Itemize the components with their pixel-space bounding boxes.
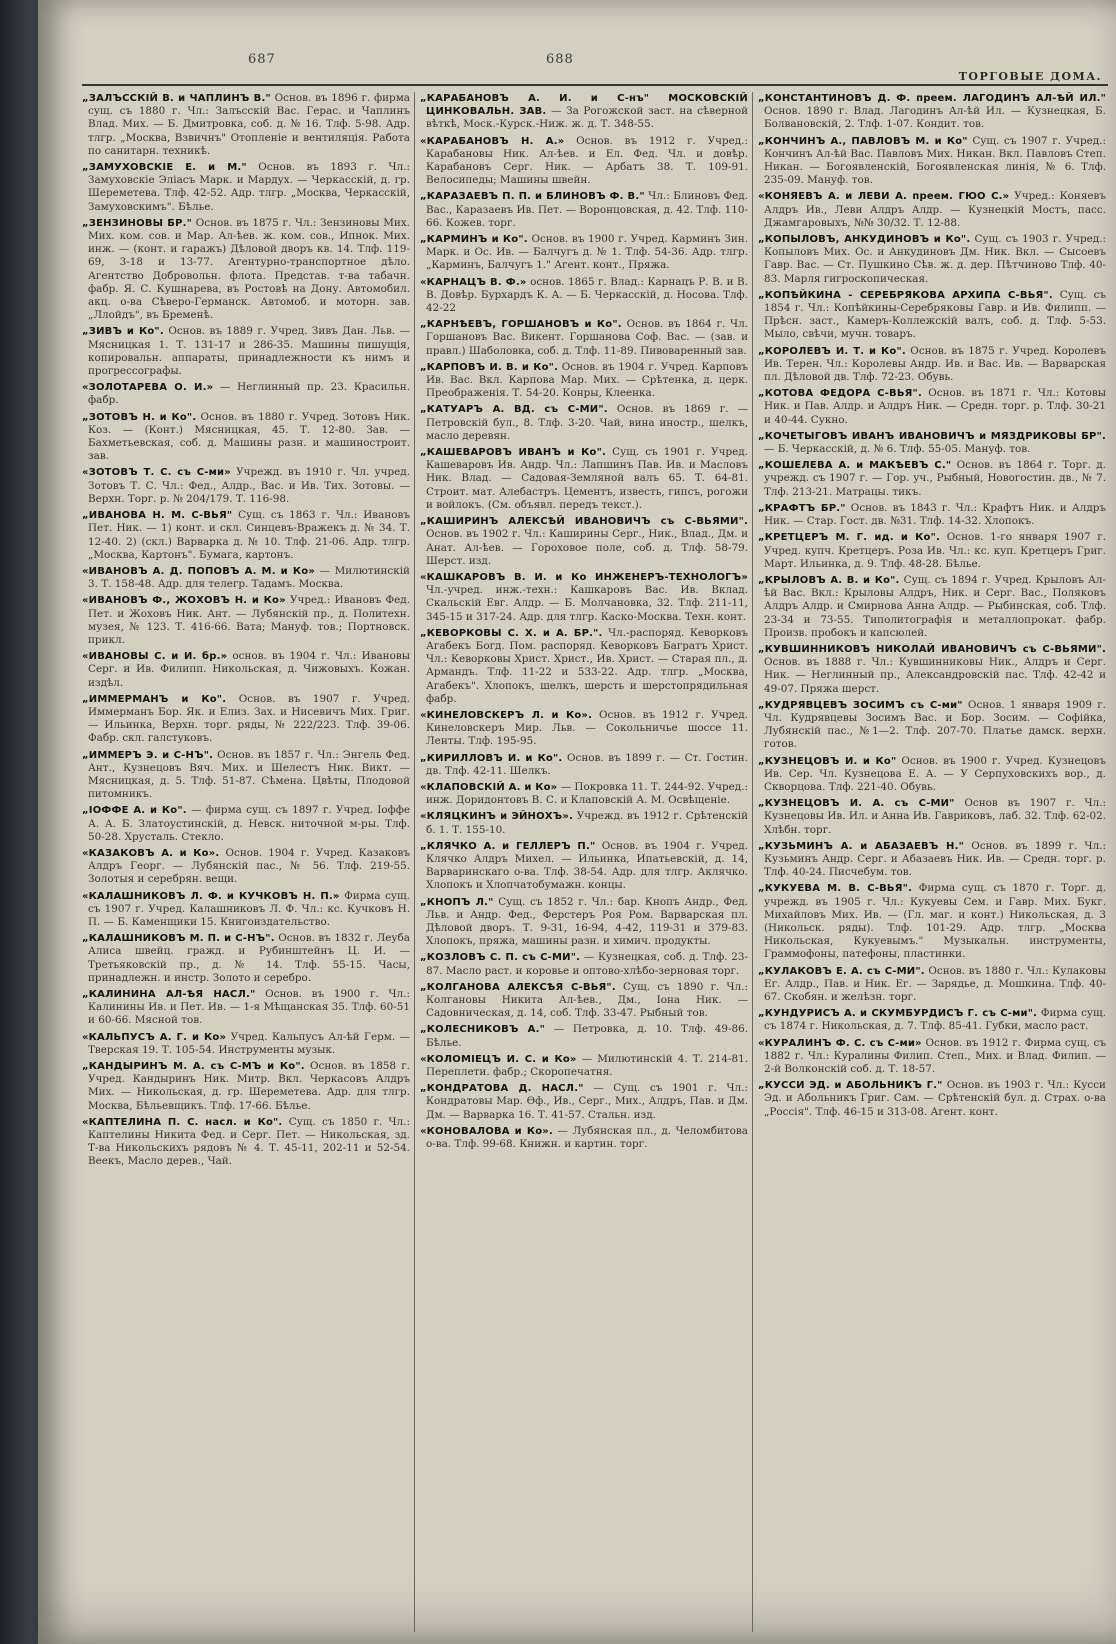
entry-details: Сущ. съ 1903 г. Учред.: Копыловъ Мих. Ос. и Анкудиновъ Дм. Ник. Вкл. — Сысоевъ Гавр. Вас. — Ст. Пушкино Сѣв. ж. д. дер. Пѣтчиново Тлф. 40-83. Марля гигроскопическая. [764,233,1106,285]
directory-entry [82,890,410,930]
directory-entry [420,318,748,358]
entry-name: „КУДРЯВЦЕВЪ ЗОСИМЪ съ С-ми" [758,699,963,711]
entry-name: „КУНДУРИСЪ А. и СКУМБУРДИСЪ Г. съ С-ми". [758,1008,1038,1020]
entry-name: „КАРНѢЕВЪ, ГОРШАНОВЪ и Ко". [420,319,622,331]
directory-entry [82,92,410,158]
entry-name: „КОЛГАНОВА АЛЕКСѢЯ С-ВЬЯ". [420,981,616,993]
directory-entry [420,1053,748,1079]
entry-details: Сущ. съ 1907 г. Учред.: Кончинъ Ал-ѣй Вас. Павловъ Мих. Никан. Вкл. Павловъ Степ. Никан. — Богоявленскій, Богоявленская линія, № 6. Тлф. 235-09. Мануф. тов. [764,134,1106,187]
entry-details: Основ. въ 1904 г. Учред. Клячко Алдръ Михел. — Ильинка, Ипатьевскій, д. 14, Варваринскаго о-ва. Тлф. 38-54. Адр. для тлгр. Аклячко. Хлопокъ и Хлопчатобумажн. концы. [426,839,748,892]
entry-details: Основ. въ 1880 г. Чл.: Кулаковы Ег. Алдр., Пав. и Ник. Ег. — Зарядье, д. Мошкина. Тлф. 40-67. Скобян. и желѣзн. торг. [764,964,1106,1003]
entry-name: „ІОФФЕ А. и Ко". [82,805,187,817]
entry-details: Основ. въ 1843 г. Чл.: Крафтъ Ник. и Алдръ Ник. — Стар. Гост. дв. №31. Тлф. 14-32. Хлопокъ. [764,501,1106,528]
entry-name: «КЛЯЦКИНЪ и ЭЙНОХЪ». [420,811,573,823]
entry-name: „КОПЫЛОВЪ, АНКУДИНОВЪ и Ко". [758,234,971,246]
directory-entry [420,840,748,893]
entry-details: Основ. въ 1858 г. Учред. Кандыринъ Ник. Митр. Вкл. Черкасовъ Алдръ Мих. — Никольская, д. гр. Шереметева. Адр. для тлгр. Москва, Бѣльевщикъ. Тлф. 17-66. Бѣлье. [88,1060,410,1112]
directory-entry [82,217,410,323]
directory-entry [758,882,1106,961]
entry-details: Учрежд. въ 1910 г. Чл. учред. Зотовъ Т. С. Чл.: Фед., Алдр., Вас. и Ив. Тих. Зотовы. — Верхн. Торг. р. № 204/179. Т. 116-98. [88,466,410,505]
entry-details: — За Рогожской заст. на сѣверной вѣткѣ, Моск.-Курск.-Ниж. ж. д. Т. 348-55. [426,105,748,131]
directory-entry [758,1037,1106,1077]
directory-page [38,0,1116,1644]
entry-details: Основ. въ 1903 г. Чл.: Кусси Эд. и Абольникъ Григ. Сам. — Срѣтенскій бул. д. Страх. о-ва „Россія". Тлф. 46-15 и 313-08. Агент. конт. [764,1079,1106,1118]
entry-name: «КАЗАКОВЪ А. и Ко». [82,847,220,859]
directory-entry [758,1079,1106,1119]
entry-name: «КОНЯЕВЪ А. и ЛЕВИ А. преем. ГЮО С.» [758,191,1010,203]
entry-details: — Милютинскій 3. Т. 158-48. Адр. для телегр. Тадамъ. Москва. [88,564,410,591]
entry-details: — Лубянская пл., д. Челомбитова о-ва. Тлф. 99-68. Книжн. и картин. торг. [426,1124,748,1151]
entry-name: „ЗИВЪ и Ко". [82,326,164,338]
directory-entry [758,190,1106,230]
directory-entry [420,190,748,230]
directory-entry [758,233,1106,286]
entry-details: Основ. въ 1900 г. Учред. Карминъ Зин. Марк. и Ос. Ив. — Балчугъ д. № 1. Тлф. 54-36. Адр. тлгр. „Карминъ, Балчугъ 1." Агент. конт., Пряжа. [426,233,748,272]
directory-entry [420,1023,748,1049]
entry-name: „КУССИ ЭД. и АБОЛЬНИКЪ Г." [758,1080,943,1092]
directory-entry [758,574,1106,640]
entry-details: Основ. въ 1875 г. Чл.: Зензиновы Мих. Мих. ком. сов. и Мар. Ал-ѣев. ж. ком. сов., Ипнок. Мих. инж. — (конт. и гаражъ) Дѣловой дворъ кв. 14. Тлф. 119-69, 3-18 и 13-77. Агентурно-транспортное дѣло. Агентство Добровольн. флота. Представ. т-ва табачн. фабр. Я. С. Кушнарева, въ Ростовѣ на Дону. Автомобил. акц. о-ва Сѣверо-Германск. Автомоб. и моторн. зав. „Ллойдъ", въ Бременѣ. [88,216,410,322]
directory-entry [82,565,410,591]
directory-entry [420,233,748,273]
entry-details: — Покровка 11. Т. 244-92. Учред.: инж. Доридонтовъ В. С. и Клаповскій А. М. Освѣщеніе. [426,780,748,807]
entry-name: „КОНДРАТОВА Д. НАСЛ." [420,1083,584,1095]
entry-name: „КАРАБАНОВЪ А. И. и С-нъ" МОСКОВСКІЙ ЦИНКОВАЛЬН. ЗАВ. [420,93,748,118]
entry-name: „КАТУАРЪ А. ВД. съ С-МИ". [420,404,608,416]
directory-entry [758,1007,1106,1033]
directory-entry [420,515,748,568]
column-3 [758,92,1106,1632]
directory-entry [758,699,1106,752]
entry-name: «КИНЕЛОВСКЕРЪ Л. и Ко». [420,709,593,721]
entry-details: — Кузнецкая, соб. д. Тлф. 23-87. Масло раст. и коровье и оптово-хлѣбо-зерновая торг. [426,951,748,977]
directory-entry [758,965,1106,1005]
entry-name: „КОНСТАНТИНОВЪ Д. Ф. преем. ЛАГОДИНЪ АЛ-ѢЙ ИЛ." [758,93,1106,104]
entry-details: Основ. 1 января 1909 г. Чл. Кудрявцевы Зосимъ Вас. и Бор. Зосим. — Софійка, Лубянскій пас., №1—2. Тлф. 207-70. Платье дамск. верхн. готов. [764,698,1106,751]
directory-entry [758,92,1106,132]
entry-details: Основ. въ 1880 г. Учред. Зотовъ Ник. Коз. — (Конт.) Мясницкая, 45. Т. 12-80. Зав. — Бахметьевская, соб. д. Машины разн. и машиностроит. зав. [88,410,410,463]
directory-entry [758,289,1106,342]
entry-details: Основ. въ 1896 г. фирма сущ. съ 1880 г. Чл.: Залъсскій Вас. Герас. и Чаплинъ Влад. Мих. — Б. Дмитровка, соб. д. № 16. Тлф. 5-98. Адр. тлгр. „Москва, Взвичнъ" Отопленіе и вентиляція. Работа по санитарн. техникѣ. [88,92,410,157]
directory-entry [82,693,410,746]
directory-entry [82,804,410,844]
entry-details: Учред. Кальпусъ Ал-ѣй Герм. — Тверская 19. Т. 105-54. Инструменты музык. [88,1030,410,1056]
column-1 [82,92,410,1632]
entry-details: Основ. въ 1912 г. Учред. Кинеловскеръ Мир. Льв. — Сокольничье шоссе 11. Ленты. Тлф. 195-95. [426,708,748,748]
entry-name: «КАЛЬПУСЪ А. Г. и Ко» [82,1031,227,1043]
entry-name: „КНОПЪ Л." [420,896,494,908]
entry-details: Основ въ 1907 г. Чл.: Кузнецовы Ив. Ил. и Анна Ив. Гавриковъ, лаб. 32. Тлф. 62-02. Хлѣбн. торг. [764,797,1106,836]
entry-name: „КИРИЛЛОВЪ И. и Ко". [420,752,563,764]
entry-details: Учред.: Коняевъ Алдръ Ив., Леви Алдръ Алдр. — Кузнецкій Мостъ, пасс. Джамгаровыхъ, №№ 30/32. Т. 12-88. [764,190,1106,229]
entry-details: — Сущ. съ 1901 г. Чл.: Кондратовы Мар. Ѳф., Ив., Серг., Мих., Алдръ, Пав. и Дм. Дм. — Варварка 16. Т. 41-57. Стальн. изд. [426,1082,748,1121]
page-number-left: 687 [248,52,276,67]
entry-details: Чл.-учред. инж.-техн.: Кашкаровъ Вас. Ив. Вклад. Скальскій Евг. Алдр. — Б. Молчановка, 32. Тлф. 211-11, 345-15 и 317-24. Адр. для тлгр. Каско-Москва. Техн. конт. [426,584,748,623]
entry-details: Сущ. съ 1894 г. Учред. Крыловъ Ал-ѣй Вас. Вкл.: Крыловы Алдръ, Ник. и Серг. Вас., Поляковъ Алдръ Алдр. и Смирнова Анна Алдр. — Рыбинская, соб. Тлф. 23-34 и 73-55. Типолитографія и металлопрокат. фабр. Произв. пробокъ и капсюлей. [764,573,1106,639]
directory-entry [758,135,1106,188]
directory-entry [82,1116,410,1169]
entry-details: Основ. въ 1832 г. Леуба Алиса швейц. гражд. и Рубинштейнъ Ц. И. — Третьяковскій пр., д. № 14. Тлф. 55-15. Часы, принадлежн. и инстр. Золото и серебро. [88,932,410,984]
entry-name: „КРАФТЪ БР." [758,502,846,514]
entry-details: Основ. въ 1899 г. Чл.: Кузьминъ Андр. Серг. и Абазаевъ Ник. Ив. — Средн. торг. р. Тлф. 40-24. Писчебум. тов. [764,839,1106,879]
entry-name: „КАРПОВЪ И. В. и Ко". [420,361,559,373]
directory-entry [758,797,1106,837]
entry-name: „КОНЧИНЪ А., ПАВЛОВЪ М. и Ко" [758,135,968,147]
entry-name: „КАШЕВАРОВЪ ИВАНЪ и Ко". [420,447,607,459]
entry-name: „КОТОВА ФЕДОРА С-ВЬЯ". [758,388,922,400]
entry-name: «КАШКАРОВЪ В. И. и Ко ИНЖЕНЕРЪ-ТЕХНОЛОГЪ» [420,571,748,583]
directory-entry [758,531,1106,571]
directory-entry [82,594,410,647]
entry-details: Чл.: Блиновъ Фед. Вас., Каразаевъ Ив. Пет. — Воронцовская, д. 42. Тлф. 110-66. Кожев. торг. [426,190,748,229]
directory-entry [758,502,1106,528]
entry-details: Фирма сущ. съ 1874 г. Никольская, д. 7. Тлф. 85-41. Губки, масло раст. [764,1007,1106,1033]
directory-entry [420,1125,748,1151]
directory-entry [758,387,1106,427]
entry-name: „КУЛАКОВЪ Е. А. съ С-МИ". [758,965,925,977]
entry-name: „ИММЕРЪ Э. и С-НЪ". [82,749,214,761]
header-rule [82,84,1108,86]
entry-name: «ЗОЛОТАРЕВА О. И.» [82,382,214,394]
entry-details: Чл.-распоряд. Кеворковъ Агабекъ Богд. Пом. распоряд. Кеворковъ Багратъ Христ. Чл.: Кеворковы Христ. Христ., Ив. Христ. — Старая пл., д. Армандъ. Тлф. 11-22 и 533-22. Адр. тлгр. „Москва, Агабекъ". Хлопокъ, шелкъ, шерсть и шерстопрядильная фабр. [426,626,748,705]
entry-name: „ЗАЛЪССКІЙ В. и ЧАПЛИНЪ В." [82,93,271,104]
entry-details: Основ. 1890 г. Влад. Лагодинъ Ал-ѣй Ил. — Кузнецкая, Б. Болвановскій, 2. Тлф. 1-07. Кондит. тов. [764,105,1106,131]
entry-name: «КОНОВАЛОВА и Ко». [420,1125,553,1137]
entry-details: основ. 1865 г. Влад.: Карнацъ Р. В. и В. В. Довѣр. Бурхардъ К. А. — Б. Черкасскій, д. Носова. Тлф. 42-22 [426,275,748,315]
entry-details: Учрежд. въ 1912 г. Срѣтенскій б. 1. Т. 155-10. [426,810,748,836]
directory-entry [420,896,748,949]
entry-details: Сущ. съ 1850 г. Чл.: Каптелины Никита Фед. и Серг. Пет. — Никольская, зд. Т-ва Никольскихъ рядовъ № 4. Т. 45-11, 202-11 и 52-54. Веекъ, Масло дерев., Чай. [88,1115,410,1168]
directory-entry [420,752,748,778]
directory-entry [420,981,748,1021]
directory-entry [82,1031,410,1057]
entry-details: Основ. въ 1869 г. — Петровскій бул., 8. Тлф. 3-20. Чай, вина иностр., шелкъ, масло деревян. [426,403,748,442]
directory-entry [420,361,748,401]
entry-details: Основ. въ 1899 г. — Ст. Гостин. дв. Тлф. 42-11. Шелкъ. [426,751,748,777]
directory-entry [758,840,1106,880]
column-2 [420,92,748,1632]
entry-name: „КРЕТЦЕРЪ М. Г. ид. и Ко". [758,532,941,544]
entry-details: — Неглинный пр. 23. Красильн. фабр. [88,381,410,407]
column-divider [752,92,753,1632]
entry-details: Сущ. съ 1852 г. Чл.: бар. Кнопъ Андр., Фед. Льв. и Андр. Фед., Ферстеръ Роя Ром. Варварская пл. Дѣловой дворъ. Т. 9-31, 16-94, 4-42, 119-31 и 379-83. Хлопокъ, пряжа, машины разн. и химич. продукты. [426,895,748,948]
entry-name: «КАРНАЦЪ В. Ф.» [420,276,527,288]
directory-entry [420,92,748,132]
page-header [38,0,1116,92]
entry-details: — фирма сущ. съ 1897 г. Учред. Іоффе А. А. Б. Златоустинскій, д. Невск. ниточной м-ры. Тлф. 50-28. Хрусталь. Стекло. [88,804,410,843]
entry-name: «КАЛАШНИКОВЪ Л. Ф. и КУЧКОВЪ Н. П.» [82,890,340,902]
directory-entry [420,276,748,316]
entry-name: „КОЗЛОВЪ С. П. съ С-МИ". [420,952,581,964]
entry-name: „КУКУЕВА М. В. С-ВЬЯ". [758,883,913,895]
directory-entry [420,951,748,977]
entry-details: Основ. въ 1875 г. Учред. Королевъ Ив. Терен. Чл.: Королевы Андр. Ив. и Вас. Ив. — Варварская пл. Дѣловой дв. Тлф. 72-23. Обувь. [764,344,1106,384]
entry-details: Сущ. съ 1854 г. Чл.: Копѣйкины-Серебряковы Гавр. и Ив. Филипп. — Прѣсн. заст., Камеръ-Коллежскій валъ, соб. д. Тлф. 5-53. Мыло, свѣчи, мучн. товаръ. [764,288,1106,341]
entry-name: „КАНДЫРИНЪ М. А. съ С-МЪ и Ко". [82,1061,305,1073]
directory-entry [420,709,748,749]
entry-details: Фирма сущ. съ 1870 г. Торг. д. учрежд. въ 1905 г. Чл.: Кукуевы Сем. и Гавр. Мих. Букг. Михайловъ Мих. Ив. — (Гл. маг. и конт.) Никольская, д. 3 (Никольск. ряды). Тлф. 101-29. Адр. тлгр. „Москва Никольская, Кукуевымъ." Музыкальн. инструменты, Граммофоны, патефоны, пластинки. [764,882,1106,961]
entry-details: Основ. въ 1904 г. Учред. Карповъ Ив. Вас. Вкл. Карпова Мар. Мих. — Срѣтенка, д. церк. Преображенія. Т. 54-20. Конры, Клеенка. [426,360,748,400]
directory-entry [420,810,748,836]
entry-details: Основ. въ 1900 г. Чл.: Калинины Ив. и Пет. Ив. — 1-я Мѣщанская 35. Тлф. 60-51 и 60-66. Мясной тов. [88,988,410,1027]
directory-entry [420,1082,748,1122]
entry-details: Основ. въ 1889 г. Учред. Зивъ Дан. Льв. — Мясницкая 1. Т. 131-17 и 286-35. Машины пишущія, копировальн. аппараты, принадлежности къ нимъ и прогрессографы. [88,325,410,378]
entry-name: «ИВАНОВЪ Ф., ЖОХОВЪ Н. и Ко» [82,595,286,607]
entry-details: — Петровка, д. 10. Тлф. 49-86. Бѣлье. [426,1023,748,1049]
entry-name: „КАЛАШНИКОВЪ М. П. и С-НЪ". [82,933,275,945]
directory-entry [420,781,748,807]
entry-name: «КАРАБАНОВЪ Н. А.» [420,135,565,147]
entry-name: «ИВАНОВЫ С. и И. бр.» [82,651,228,663]
entry-name: «ЗОТОВЪ Т. С. съ С-ми» [82,467,231,479]
directory-entry [82,411,410,464]
running-title: ТОРГОВЫЕ ДОМА. [958,70,1102,83]
entry-details: Основ. въ 1864 г. Торг. д. учрежд. съ 1907 г. — Гор. уч., Рыбный, Новогостин. дв., № 7. Тлф. 213-21. Матрацы. тикъ. [764,459,1106,498]
directory-entry [82,1060,410,1113]
entry-details: Основ. въ 1864 г. Чл. Горшановъ Вас. Викент. Горшанова Соф. Вас. — (зав. и правл.) Шаболовка, соб. д. Тлф. 11-89. Пивоваренный зав. [426,318,748,357]
directory-entry [758,459,1106,499]
entry-name: «КУРАЛИНЪ Ф. С. съ С-ми» [758,1037,922,1049]
entry-name: „ЗОТОВЪ Н. и Ко". [82,411,197,423]
entry-name: „КЛЯЧКО А. и ГЕЛЛЕРЪ П." [420,840,596,852]
entry-details: Основ. въ 1912 г. Фирма сущ. съ 1882 г. Чл.: Куралины Филип. Степ., Мих. и Влад. Филип. — 2-й Волконскій соб. д. Т. 18-57. [764,1036,1106,1076]
directory-entry [82,932,410,985]
entry-name: „КОШЕЛЕВА А. и МАКѢЕВЪ С." [758,460,952,472]
entry-name: «КОЛОМІЕЦЪ И. С. и Ко» [420,1053,577,1065]
directory-entry [82,509,410,562]
page-number: 688 [546,52,574,67]
entry-name: „КЕВОРКОВЫ С. Х. и А. БР.". [420,627,603,639]
entry-name: «КАПТЕЛИНА П. С. насл. и Ко". [82,1116,283,1128]
entry-details: — Милютинскій 4. Т. 214-81. Переплети. фабр.; Скоропечатня. [426,1052,748,1079]
entry-details: Основ. въ 1900 г. Учред. Кузнецовъ Ив. Сер. Чл. Кузнецова Е. А. — У Серпуховскихъ вор., д. Скворцова. Тлф. 221-40. Обувь. [764,754,1106,793]
entry-details: основ. въ 1904 г. Чл.: Ивановы Серг. и Ив. Филипп. Никольская, д. Чижовыхъ. Кожан. издѣл. [88,650,410,689]
entry-details: Основ. 1904 г. Учред. Казаковъ Алдръ Георг. — Лубянскій пас., № 56. Тлф. 219-55. Золотыя и серебрян. вещи. [88,846,410,886]
directory-entry [420,627,748,706]
directory-entry [420,446,748,512]
entry-name: „КУВШИННИКОВЪ НИКОЛАЙ ИВАНОВИЧЪ съ С-ВЬЯМИ". [758,643,1106,655]
directory-entry [82,988,410,1028]
entry-name: „ИВАНОВА Н. М. С-ВЬЯ" [82,510,233,522]
entry-name: „ЗЕНЗИНОВЫ БР." [82,217,193,229]
entry-name: „КУЗЬМИНЪ А. и АБАЗАЕВЪ Н." [758,840,965,852]
entry-name: „КАРАЗАЕВЪ П. П. и БЛИНОВЪ Ф. В." [420,191,645,203]
entry-details: Сущ. съ 1890 г. Чл.: Колгановы Никита Ал-ѣев., Дм., Іона Ник. — Садовническая, д. 14, соб. Тлф. 33-47. Рыбный тов. [426,980,748,1020]
entry-name: «ИВАНОВЪ А. Д. ПОПОВЪ А. М. и Ко» [82,565,315,577]
entry-name: „КОЛЕСНИКОВЪ А." [420,1024,546,1036]
directory-entry [758,643,1106,696]
entry-details: Сущ. съ 1863 г. Чл.: Ивановъ Пет. Ник. — 1) конт. и скл. Синцевъ-Вражекъ д. № 34. Т. 12-40. 2) (скл.) Варварка д. № 10. Тлф. 21-06. Адр. тлгр. „Москва, Картонъ". Бумага, картонъ. [88,509,410,561]
entry-details: Фирма сущ. съ 1907 г. Учред. Калашниковъ Л. Ф. Чл.: кс. Кучковъ Н. П. — Б. Каменщики 15. Книгоиздательство. [88,889,410,928]
entry-name: „КОЧЕТЫГОВЪ ИВАНЪ ИВАНОВИЧЪ и МЯЗДРИКОВЫ БР". [758,430,1106,442]
directory-entry [82,847,410,887]
entry-name: „КАЛИНИНА АЛ-ѢЯ НАСЛ." [82,989,256,1000]
entry-details: Основ. въ 1888 г. Чл.: Кувшинниковы Ник., Алдръ и Серг. Ник. — Неглинный пр., Александровскій пас. Тлф. 42-42 и 49-07. Пряжа шерст. [764,656,1106,695]
directory-entry [82,381,410,407]
entry-name: „КОРОЛЕВЪ И. Т. и Ко". [758,345,906,357]
directory-entry [758,755,1106,795]
entry-name: „ИММЕРМАНЪ и Ко". [82,693,227,705]
directory-entry [82,161,410,214]
entry-name: „КАШИРИНЪ АЛЕКСѢЙ ИВАНОВИЧЪ съ С-ВЬЯМИ". [420,516,748,528]
entry-details: — Б. Черкасскій, д. № 6. Тлф. 55-05. Мануф. тов. [764,443,1031,456]
entry-name: «КЛАПОВСКІЙ А. и Ко» [420,781,558,793]
entry-details: Сущ. съ 1901 г. Учред. Кашеваровъ Ив. Андр. Чл.: Лапшинъ Пав. Ив. и Масловъ Ник. Влад. — Садовая-Земляной валъ 65. Т. 64-81. Строит. мат. Алебастръ. Цементъ, известь, гипсъ, рогожи и войлокъ. (См. объявл. передъ текст.). [426,446,748,511]
directory-entry [420,135,748,188]
entry-details: Основ. въ 1907 г. Учред. Иммерманъ Бор. Як. и Елиз. Зах. и Нисевичъ Мих. Григ. — Ильинка, Верхн. торг. ряды, № 222/223. Тлф. 39-06. Фабр. скл. галстуковъ. [88,692,410,745]
column-divider [414,92,415,1632]
directory-entry [82,466,410,506]
entry-name: „КУЗНЕЦОВЪ И. А. съ С-МИ" [758,798,955,810]
entry-name: „КРЫЛОВЪ А. В. и Ко". [758,574,900,586]
directory-entry [82,650,410,690]
entry-details: Учред.: Ивановъ Фед. Пет. и Жоховъ Ник. Ант. — Лубянскій пр., д. Политехн. музея, № 123. Т. 416-66. Вата; Мануф. тов.; Портновск. прикл. [88,594,410,646]
directory-entry [82,749,410,802]
entry-details: Основ. въ 1902 г. Чл.: Каширины Серг., Ник., Влад., Дм. и Анат. Ал-ѣев. — Гороховое поле, соб. д. Тлф. 58-79. Шерст. изд. [426,528,748,567]
entry-name: „КАРМИНЪ и Ко". [420,234,528,246]
entry-details: Основ. въ 1912 г. Учред.: Карабановы Ник. Ал-ѣев. и Ел. Фед. Чл. и довѣр. Карабановъ Серг. Ник. — Арбатъ 38. Т. 109-91. Велосипеды; Машины швейн. [426,134,748,187]
entry-name: „ЗАМУХОВСКІЕ Е. и М." [82,162,247,174]
entry-details: Основ. 1-го января 1907 г. Учред. купч. Кретцеръ. Роза Ив. Чл.: кс. куп. Кретцеръ Григ. Март. Ильинка, д. 9. Тлф. 48-28. Бѣлье. [764,531,1106,570]
directory-entry [82,325,410,378]
entry-details: Основ. въ 1871 г. Чл.: Котовы Ник. и Пав. Алдр. и Алдръ Ник. — Средн. торг. р. Тлф. 30-21 и 40-44. Сукно. [764,387,1106,426]
directory-entry [758,430,1106,456]
directory-entry [420,403,748,443]
entry-details: Основ. въ 1893 г. Чл.: Замуховскіе Эліасъ Марк. и Мардух. — Черкасскій, д. гр. Шереметева. Тлф. 42-52. Адр. тлгр. „Москва, Черкасскій, Замуховскимъ". Бѣлье. [88,161,410,213]
directory-entry [420,571,748,624]
directory-entry [758,345,1106,385]
entry-name: „КУЗНЕЦОВЪ И. и Ко" [758,755,897,767]
entry-details: Основ. въ 1857 г. Чл.: Энгель Фед. Ант., Кузнецовъ Вяч. Мих. и Шелестъ Ник. Викт. — Мясницкая, д. 5. Тлф. 51-87. Сѣмена. Цвѣты, Плодовой питомникъ. [88,748,410,801]
entry-name: „КОПѢЙКИНА - СЕРЕБРЯКОВА АРХИПА С-ВЬЯ". [758,289,1053,301]
